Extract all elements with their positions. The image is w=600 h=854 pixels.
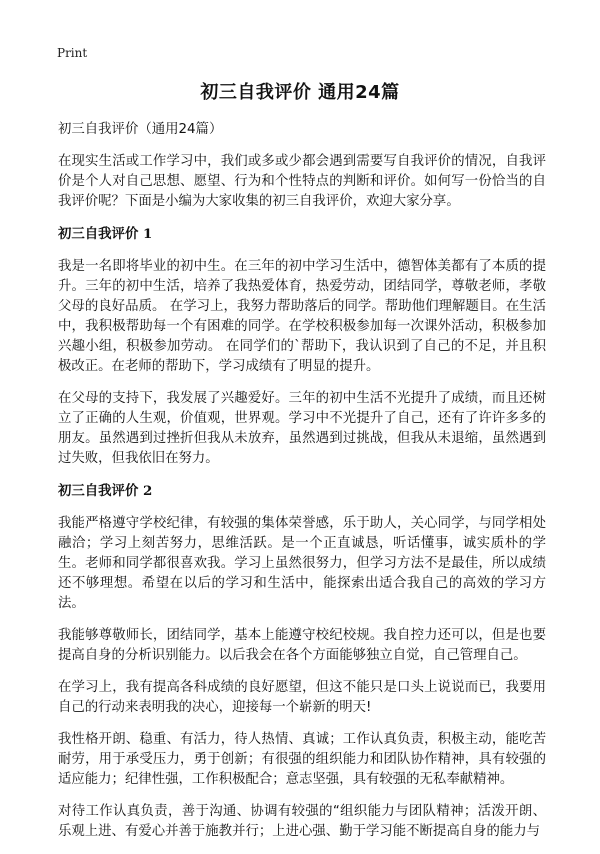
section-heading-number: 2 (143, 483, 153, 499)
section-heading-number: 1 (143, 226, 153, 242)
body-paragraph: 对待工作认真负责，善于沟通、协调有较强的“组织能力与团队精神；活泼开朗、乐观上进、有爱心并善于施教并行；上进心强、勤于学习能不断提高自身的能力与 (58, 804, 546, 839)
section-2 (58, 481, 546, 842)
section-heading (58, 224, 546, 245)
body-paragraph: 我能够尊敬师长，团结同学，基本上能遵守校纪校规。我自控力还可以，但是也要提高自身的分析识别能力。以后我会在各个方面能够独立自觉，自己管理自己。 (58, 628, 546, 663)
body-paragraph: 我性格开朗、稳重、有活力，待人热情、真诚；工作认真负责，积极主动，能吃苦耐劳，用于承受压力，勇于创新；有很强的组织能力和团队协作精神，具有较强的适应能力；纪律性强，工作积极配合；意志坚强，具有较强的无私奉献精神。 (58, 732, 546, 787)
body-paragraph: 在学习上，我有提高各科成绩的良好愿望，但这不能只是口头上说说而已，我要用自己的行动来表明我的决心，迎接每一个崭新的明天! (58, 680, 546, 715)
page-title: 初三自我评价 通用24篇 (200, 82, 400, 103)
document-subtitle: 初三自我评价（通用24篇） (58, 122, 223, 137)
body-paragraph: 我能严格遵守学校纪律，有较强的集体荣誉感，乐于助人，关心同学，与同学相处融洽；学习上刻苦努力，思维活跃。是一个正直诚恳，听话懂事，诚实质朴的学生。老师和同学都很喜欢我。学习上虽然很努力，但学习方法不是最佳，所以成绩还不够理想。希望在以后的学习和生活中，能探索出适合我自己的高效的学习方法。 (58, 516, 546, 611)
section-1 (58, 224, 546, 469)
document-body (58, 120, 546, 854)
body-paragraph: 我是一名即将毕业的初中生。在三年的初中学习生活中，德智体美都有了本质的提升。三年的初中生活，培养了我热爱体育，热爱劳动，团结同学，尊敬老师，孝敬父母的良好品质。 在学习上，我努力帮助落后的同学。帮助他们理解题目。在生活中，我积极帮助每一个有困难的同学。在学校积极参加每一次课外活动，积极参加兴趣小组，积极参加劳动。 在同学们的`帮助下，我认识到了自己的不足，并且积极改正。在老师的帮助下，学习成绩有了明显的提升。 (58, 259, 546, 374)
section-heading (58, 481, 546, 502)
section-heading-text: 初三自我评价 (58, 227, 139, 242)
print-link[interactable]: Print (57, 46, 88, 60)
section-heading-text: 初三自我评价 (58, 484, 139, 499)
body-paragraph: 在父母的支持下，我发展了兴趣爱好。三年的初中生活不光提升了成绩，而且还树立了正确的人生观，价值观，世界观。学习中不光提升了自己，还有了许许多多的朋友。虽然遇到过挫折但我从未放弃，虽然遇到过挑战，但我从未退缩，虽然遇到过失败，但我依旧在努力。 (58, 391, 546, 466)
intro-paragraph: 在现实生活或工作学习中，我们或多或少都会遇到需要写自我评价的情况，自我评价是个人对自己思想、愿望、行为和个性特点的判断和评价。如何写一份恰当的自我评价呢？下面是小编为大家收集的初三自我评价，欢迎大家分享。 (58, 154, 546, 209)
